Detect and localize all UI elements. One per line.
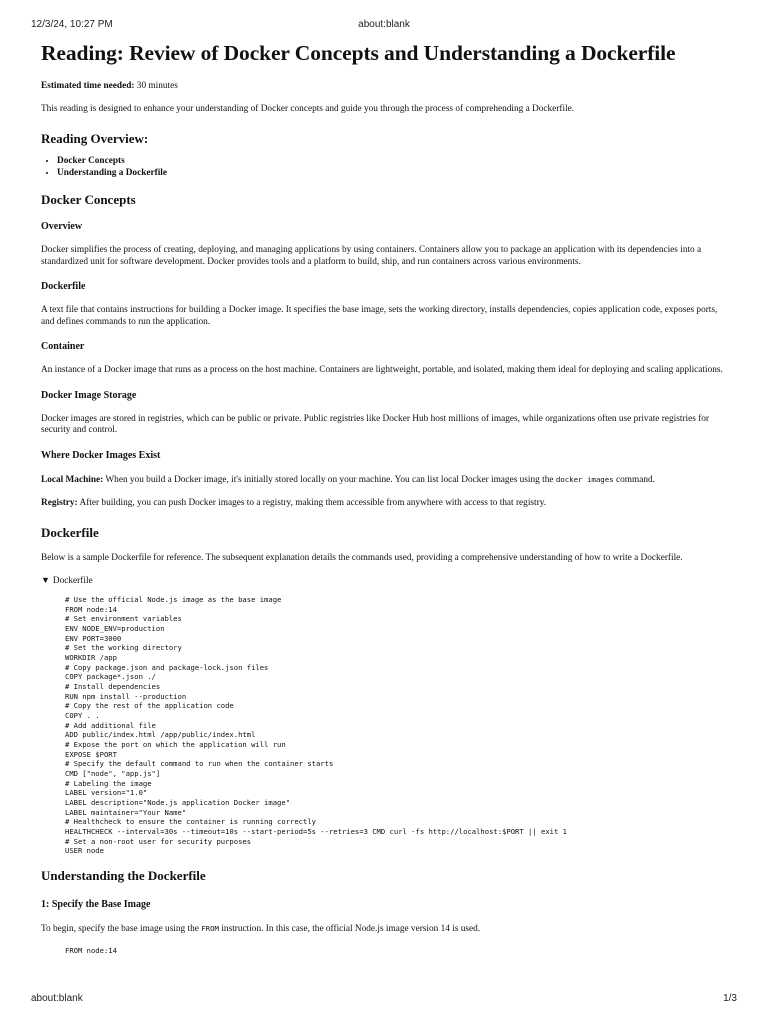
step1-heading: 1: Specify the Base Image — [41, 899, 151, 911]
overview-item-understanding-dockerfile: • Understanding a Dockerfile — [57, 167, 727, 179]
docker-images-code: docker images — [555, 474, 614, 484]
dockerfile-code-block — [65, 595, 727, 856]
step1-text-end: instruction. In this case, the official Node.js image version 14 is used. — [219, 924, 481, 935]
code-line: ENV NODE_ENV=production — [65, 624, 165, 634]
code-line: LABEL description="Node.js application Docker image" — [65, 798, 291, 808]
reading-overview-list — [41, 155, 727, 179]
code-line: # Set environment variables — [65, 614, 182, 624]
code-line: # Set the working directory — [65, 643, 182, 653]
dockerfile-section-text: Below is a sample Dockerfile for reference. The subsequent explanation details the commands used, providing a comprehensive understanding of how to write a Dockerfile. — [41, 552, 683, 563]
page-title: Reading: Review of Docker Concepts and Understanding a Dockerfile — [41, 41, 676, 65]
estimated-time — [41, 81, 727, 93]
container-heading: Container — [41, 341, 85, 352]
reading-overview-heading: Reading Overview: — [41, 131, 149, 146]
overview-text: Docker simplifies the process of creating, deploying, and managing applications by using containers. Containers allow you to package an application with its dependencies into a standardized unit for software development. Docker provides tools and a platform to build, ship, and run containers across various environments. — [41, 245, 702, 267]
intro-paragraph: This reading is designed to enhance your understanding of Docker concepts and guide you through the process of comprehending a Dockerfile. — [41, 103, 575, 114]
docker-concepts-heading: Docker Concepts — [41, 192, 136, 207]
step1-text-start: To begin, specify the base image using the — [41, 924, 202, 935]
print-url: about:blank — [358, 19, 410, 30]
page-number: 1/3 — [723, 993, 737, 1004]
local-machine-text-end: command. — [613, 474, 655, 485]
code-line: FROM node:14 — [65, 604, 117, 614]
code-line: EXPOSE $PORT — [65, 749, 117, 759]
estimated-time-label: Estimated time needed: — [41, 81, 135, 91]
code-line: LABEL version="1.0" — [65, 788, 148, 798]
print-header — [0, 19, 768, 33]
code-line: HEALTHCHECK --interval=30s --timeout=10s --start-period=5s --retries=3 CMD curl -fs http://localhost:$PORT || exit 1 — [65, 827, 567, 837]
code-line: # Copy package.json and package-lock.json files — [65, 662, 269, 672]
code-line: COPY . . — [65, 711, 100, 721]
local-machine-label: Local Machine: — [41, 474, 104, 485]
where-images-exist-heading: Where Docker Images Exist — [41, 449, 161, 461]
image-storage-heading: Docker Image Storage — [41, 389, 137, 401]
registry-label: Registry: — [41, 498, 78, 508]
dockerfile-concept-text: A text file that contains instructions for building a Docker image. It specifies the base image, sets the working directory, installs dependencies, copies application code, exposes ports, and defines commands to run the application. — [41, 305, 718, 327]
dockerfile-section-heading: Dockerfile — [41, 524, 99, 540]
code-line: # Add additional file — [65, 720, 156, 730]
dockerfile-concept-heading: Dockerfile — [41, 281, 86, 292]
document-page — [41, 36, 727, 956]
estimated-time-value: 30 minutes — [134, 81, 178, 91]
code-line: # Expose the port on which the application will run — [65, 740, 286, 750]
local-machine-paragraph — [41, 474, 727, 487]
overview-item-docker-concepts: • Docker Concepts — [57, 155, 727, 167]
code-line: COPY package*.json ./ — [65, 672, 156, 682]
registry-text: After building, you can push Docker images to a registry, making them accessible from anywhere with access to that registry. — [77, 498, 547, 508]
local-machine-text: When you build a Docker image, it's initially stored locally on your machine. You can list local Docker images using the — [103, 474, 556, 485]
code-line: CMD ["node", "app.js"] — [65, 769, 161, 779]
code-line: # Healthcheck to ensure the container is running correctly — [65, 817, 316, 827]
code-line: # Labeling the image — [65, 778, 152, 788]
code-line: RUN npm install --production — [65, 691, 187, 701]
code-line: # Install dependencies — [65, 682, 161, 692]
code-line: ADD public/index.html /app/public/index.html — [65, 730, 256, 740]
code-line: WORKDIR /app — [65, 653, 117, 663]
from-code: FROM — [201, 924, 220, 934]
code-line: # Copy the rest of the application code — [65, 701, 234, 711]
image-storage-text: Docker images are stored in registries, which can be public or private. Public registries like Docker Hub host millions of images, while organizations often use private registries for security and control. — [41, 413, 709, 435]
footer-url: about:blank — [31, 993, 83, 1004]
overview-heading: Overview — [41, 221, 83, 232]
registry-paragraph — [41, 498, 727, 510]
print-datetime: 12/3/24, 10:27 PM — [31, 19, 113, 30]
container-text: An instance of a Docker image that runs as a process on the host machine. Containers are lightweight, portable, and isolated, making them ideal for deploying and scaling applications. — [41, 365, 723, 375]
code-line: USER node — [65, 846, 104, 856]
from-snippet: FROM node:14 — [65, 945, 117, 955]
dockerfile-details-summary: Dockerfile — [52, 576, 93, 586]
dockerfile-details-toggle[interactable] — [41, 574, 727, 587]
code-line: # Use the official Node.js image as the base image — [65, 595, 282, 604]
triangle-down-icon: ▼ — [41, 575, 50, 585]
print-footer — [0, 993, 768, 1007]
step1-text — [41, 923, 727, 936]
code-line: LABEL maintainer="Your Name" — [65, 807, 187, 817]
understanding-dockerfile-heading: Understanding the Dockerfile — [41, 868, 206, 884]
code-line: # Specify the default command to run when the container starts — [65, 759, 334, 769]
code-line: # Set a non-root user for security purposes — [65, 836, 252, 846]
code-line: ENV PORT=3000 — [65, 633, 122, 643]
